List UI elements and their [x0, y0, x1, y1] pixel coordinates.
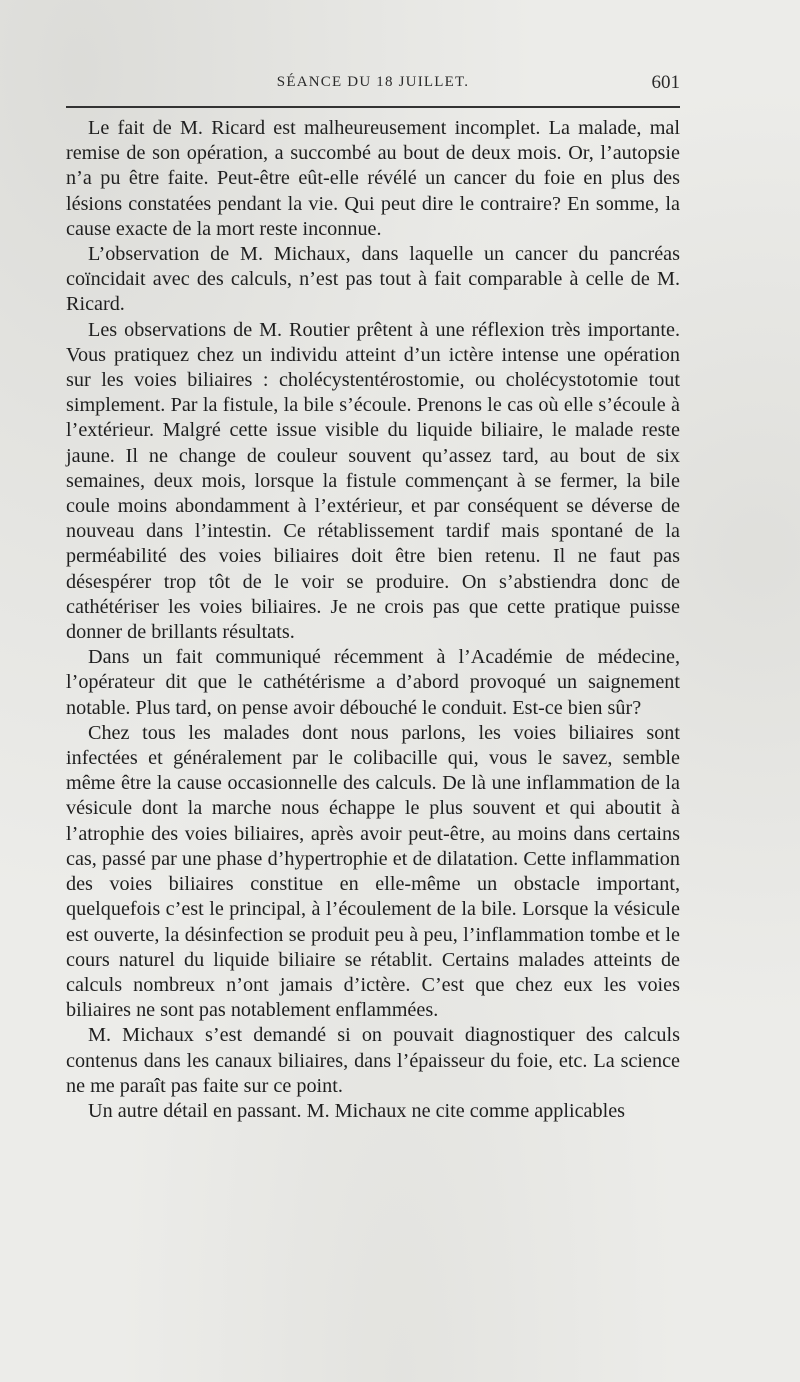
paragraph: Les observations de M. Routier prêtent à une réflexion très importante. Vous pratiquez chez un individu atteint d’un ictère intense une opération sur les voies biliaires : cholécystentérostomie, ou cholécystotomie tout simplement. Par la fistule, la bile s’écoule. Prenons le cas où elle s’écoule à l’extérieur. Malgré cette issue visible du liquide biliaire, le malade reste jaune. Il ne change de couleur souvent qu’assez tard, au bout de six semaines, deux mois, lorsque la fistule commençant à se fermer, la bile coule moins abondamment à l’extérieur, et par conséquent se déverse de nouveau dans l’intestin. Ce rétablissement tardif mais spontané de la perméabilité des voies biliaires doit être bien retenu. Il ne faut pas désespérer trop tôt de le voir se produire. On s’abstiendra donc de cathétériser les voies biliaires. Je ne crois pas que cette pratique puisse donner de brillants résultats. — [66, 318, 680, 644]
paragraph: Dans un fait communiqué récemment à l’Académie de médecine, l’opérateur dit que le cathétérisme a d’abord provoqué un saignement notable. Plus tard, on pense avoir débouché le conduit. Est-ce bien sûr? — [66, 646, 680, 719]
paragraph: Un autre détail en passant. M. Michaux ne cite comme applicables — [88, 1099, 626, 1122]
running-title: SÉANCE DU 18 JUILLET. — [276, 74, 470, 90]
paragraph: L’observation de M. Michaux, dans laquelle un cancer du pancréas coïncidait avec des calculs, n’est pas tout à fait comparable à celle de M. Ricard. — [66, 243, 680, 316]
paragraph: M. Michaux s’est demandé si on pouvait diagnostiquer des calculs contenus dans les canaux biliaires, dans l’épaisseur du foie, etc. La science ne me paraît pas faite sur ce point. — [66, 1024, 680, 1097]
body-text — [66, 116, 680, 1124]
page-number: 601 — [651, 72, 680, 93]
page-header — [66, 74, 680, 100]
header-rule — [66, 106, 680, 108]
paragraph: Le fait de M. Ricard est malheureusement incomplet. La malade, mal remise de son opération, a succombé au bout de deux mois. Or, l’autopsie n’a pu être faite. Peut-être eût-elle révélé un cancer du foie en plus des lésions constatées pendant la vie. Qui peut dire le contraire? En somme, la cause exacte de la mort reste inconnue. — [66, 117, 680, 240]
paragraph: Chez tous les malades dont nous parlons, les voies biliaires sont infectées et généralement par le colibacille qui, vous le savez, semble même être la cause occasionnelle des calculs. De là une inflammation de la vésicule dont la marche nous échappe le plus souvent et qui aboutit à l’atrophie des voies biliaires, après avoir peut-être, au moins dans certains cas, passé par une phase d’hypertrophie et de dilatation. Cette inflammation des voies biliaires constitue en elle-même un obstacle important, quelquefois c’est le principal, à l’écoulement de la bile. Lorsque la vésicule est ouverte, la désinfection se produit peu à peu, l’inflammation tombe et le cours naturel du liquide biliaire se rétablit. Certains malades atteints de calculs nombreux n’ont jamais d’ictère. C’est que chez eux les voies biliaires ne sont pas notablement enflammées. — [66, 721, 680, 1022]
